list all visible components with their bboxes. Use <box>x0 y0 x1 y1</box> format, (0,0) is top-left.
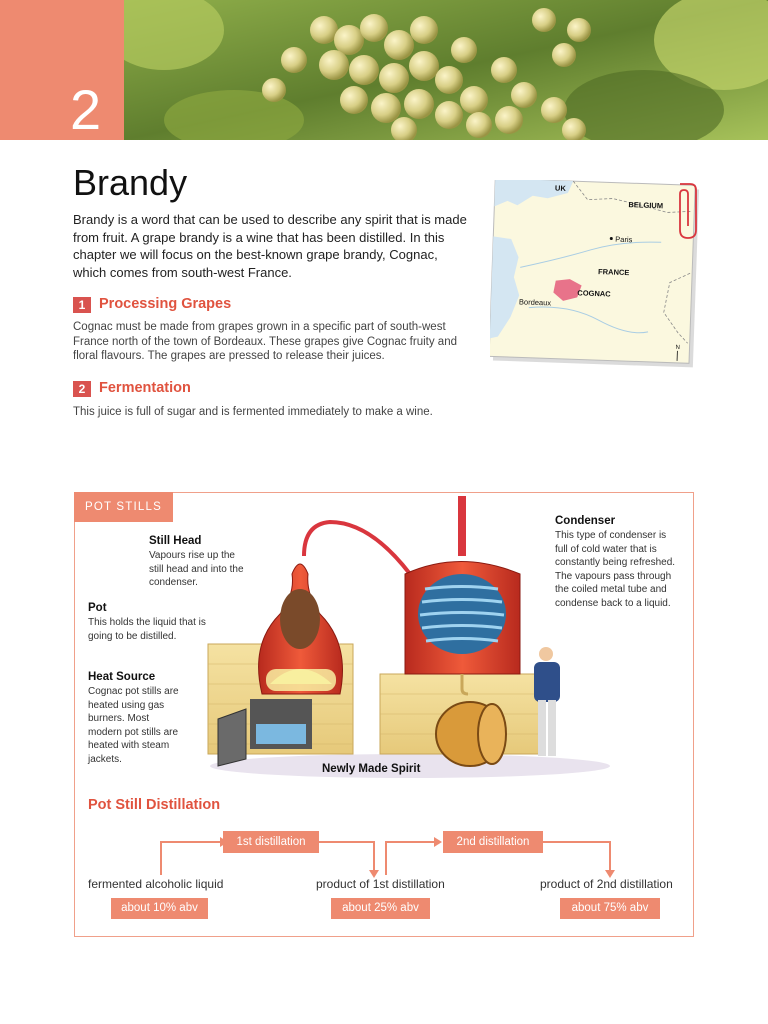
still-head-body: Vapours rise up the still head and into the condenser. <box>149 550 244 588</box>
step-2nd-distillation: 2nd distillation <box>443 831 543 853</box>
chapter-block <box>0 0 124 140</box>
section-1-number: 1 <box>73 297 91 313</box>
section-1-title: Processing Grapes <box>99 296 232 312</box>
map-label-belgium: BELGIUM <box>628 200 664 211</box>
condenser-body: This type of condenser is full of cold water that is constantly being refreshed. The vapours pass through the coiled metal tube and condense back to a liquid. <box>555 530 676 609</box>
map-label-cognac: COGNAC <box>577 288 611 299</box>
still-head-title: Still Head <box>149 535 202 547</box>
section-2-number: 2 <box>73 381 91 397</box>
section-1-body: Cognac must be made from grapes grown in a specific part of south-west France north of the town of Bordeaux. These grapes give Cognac fruity and floral flavours. The grapes are pressed to release their juices. <box>73 321 457 362</box>
map-label-bordeaux: Bordeaux <box>518 297 552 308</box>
heat-source-body: Cognac pot stills are heated using gas burners. Most modern pot stills are heated with steam jackets. <box>88 686 179 765</box>
section-2-title: Fermentation <box>99 380 191 396</box>
chapter-number: 2 <box>70 78 102 141</box>
page-title: Brandy <box>73 162 188 203</box>
newly-made-spirit-label: Newly Made Spirit <box>322 763 421 775</box>
condenser-title: Condenser <box>555 515 616 527</box>
intro-paragraph: Brandy is a word that can be used to describe any spirit that is made from fruit. A grape brandy is a wine that has been distilled. In this chapter we will focus on the best-known grape brandy, Cognac, which comes from south-west France. <box>73 212 467 280</box>
distillation-title: Pot Still Distillation <box>88 797 221 813</box>
step-1st-distillation: 1st distillation <box>223 831 319 853</box>
abv-badge-2: about 25% abv <box>331 898 430 919</box>
pot-body: This holds the liquid that is going to be distilled. <box>88 617 206 642</box>
map-label-paris: Paris <box>615 234 633 245</box>
grapes-photo <box>124 0 768 140</box>
grapes-image <box>124 0 768 140</box>
stage-label-1: fermented alcoholic liquid <box>88 877 224 891</box>
north-arrow-label: N <box>675 344 680 351</box>
map-of-france <box>490 180 702 370</box>
pot-title: Pot <box>88 602 107 614</box>
stage-label-2: product of 1st distillation <box>316 877 445 891</box>
arrow-head-icon <box>434 837 442 847</box>
pot-stills-tag: POT STILLS <box>74 492 173 522</box>
map-label-france: FRANCE <box>597 267 630 278</box>
map-label-uk: UK <box>554 183 567 193</box>
heat-source-title: Heat Source <box>88 671 156 683</box>
stage-label-3: product of 2nd distillation <box>540 877 673 891</box>
section-2-body: This juice is full of sugar and is fermented immediately to make a wine. <box>73 406 433 418</box>
abv-badge-1: about 10% abv <box>111 898 208 919</box>
distillation-arrows <box>74 820 694 880</box>
abv-badge-3: about 75% abv <box>560 898 660 919</box>
